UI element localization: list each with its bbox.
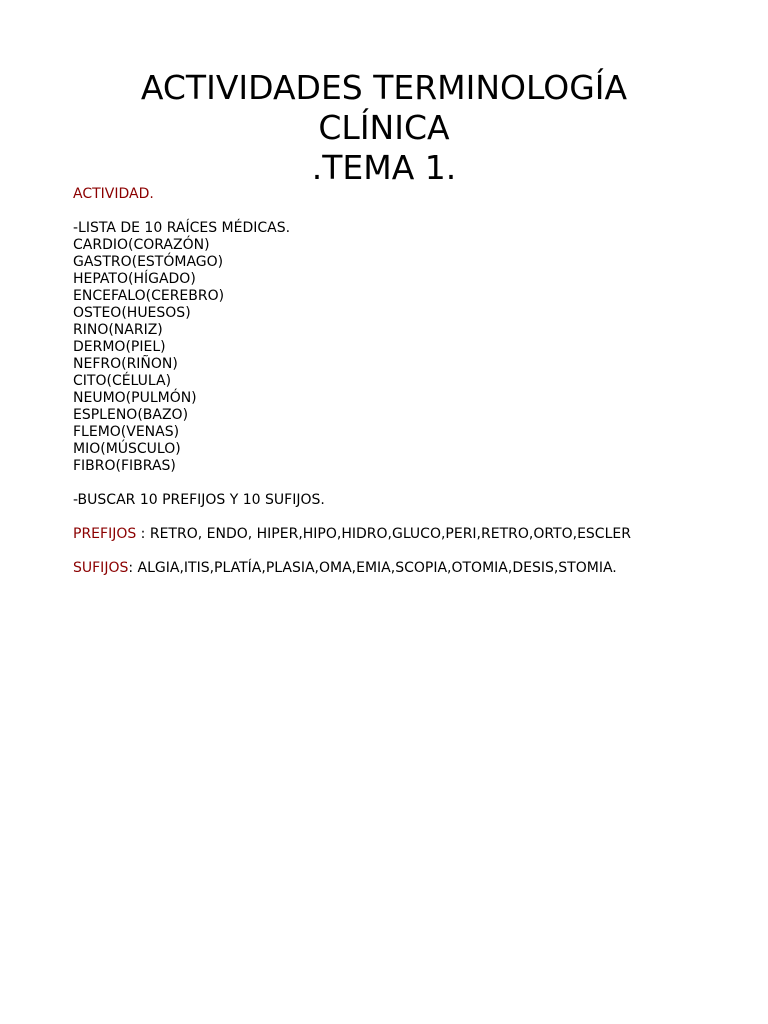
prefixes-text: : RETRO, ENDO, HIPER,HIPO,HIDRO,GLUCO,PERI,RETRO,ORTO,ESCLER: [136, 526, 631, 542]
list-item: FLEMO(VENAS): [73, 424, 180, 440]
activity-label: ACTIVIDAD.: [73, 186, 154, 202]
blank-line: [73, 509, 753, 526]
list-item: OSTEO(HUESOS): [73, 305, 191, 321]
list-item: MIO(MÚSCULO): [73, 441, 181, 457]
medical-roots-list: [73, 237, 753, 475]
blank-line: [73, 475, 753, 492]
list-item: NEFRO(RIÑON): [73, 356, 178, 372]
title-line-2: CLÍNICA: [318, 108, 450, 147]
blank-line: [73, 543, 753, 560]
document-title: [60, 68, 708, 188]
suffixes-line: [73, 560, 753, 577]
prefixes-line: [73, 526, 753, 543]
document-body: [73, 186, 753, 577]
prefixes-label: PREFIJOS: [73, 526, 137, 542]
list-item: RINO(NARIZ): [73, 322, 163, 338]
title-line-3: .TEMA 1.: [311, 148, 457, 187]
blank-line: [73, 203, 753, 220]
list-item: CARDIO(CORAZÓN): [73, 237, 210, 253]
suffixes-text: : ALGIA,ITIS,PLATÍA,PLASIA,OMA,EMIA,SCOPIA,OTOMIA,DESIS,STOMIA.: [128, 560, 617, 576]
list-item: CITO(CÉLULA): [73, 373, 172, 389]
list-item: GASTRO(ESTÓMAGO): [73, 254, 224, 270]
list-heading: -LISTA DE 10 RAÍCES MÉDICAS.: [73, 220, 291, 236]
list-item: DERMO(PIEL): [73, 339, 166, 355]
title-line-1: ACTIVIDADES TERMINOLOGÍA: [140, 68, 628, 107]
suffixes-label: SUFIJOS: [73, 560, 129, 576]
list-item: ESPLENO(BAZO): [73, 407, 189, 423]
list-item: ENCEFALO(CEREBRO): [73, 288, 225, 304]
list-item: NEUMO(PULMÓN): [73, 390, 197, 406]
list-item: FIBRO(FIBRAS): [73, 458, 176, 474]
list-item: HEPATO(HÍGADO): [73, 271, 196, 287]
search-heading: -BUSCAR 10 PREFIJOS Y 10 SUFIJOS.: [73, 492, 325, 508]
